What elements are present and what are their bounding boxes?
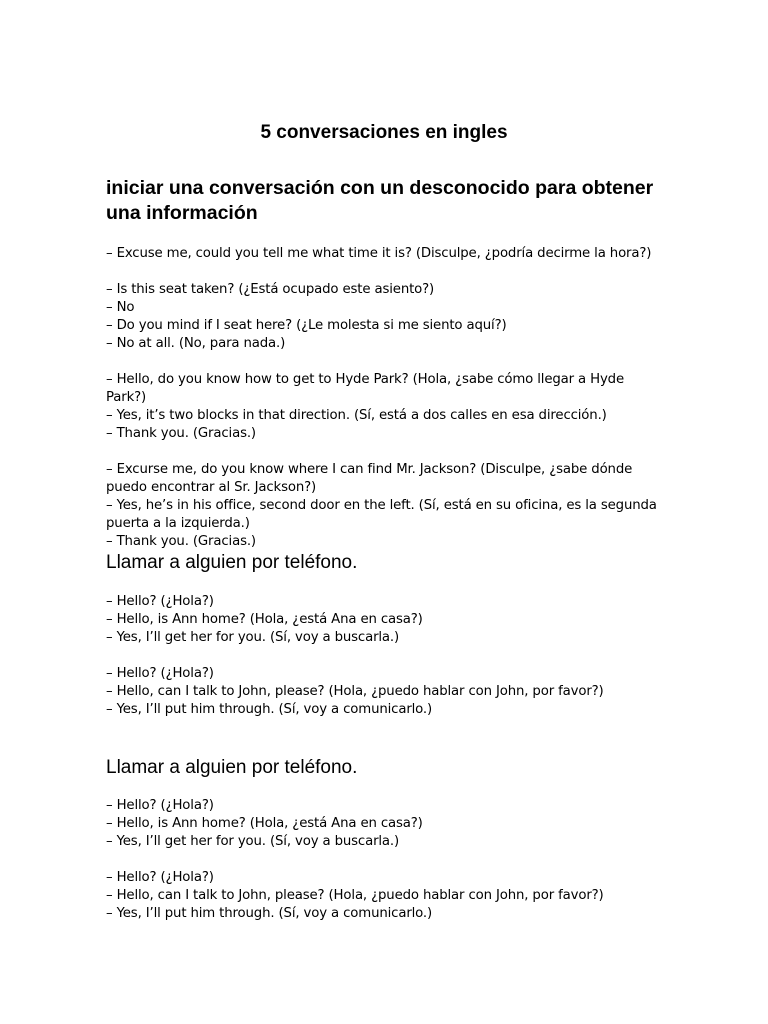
dialogue-talk-john-repeat <box>106 869 676 923</box>
dialogue-line: – Yes, I’ll put him through. (Sí, voy a comunicarlo.) <box>106 906 433 921</box>
dialogue-line: – Yes, I’ll get her for you. (Sí, voy a buscarla.) <box>106 630 400 645</box>
dialogue-line: – Hello? (¿Hola?) <box>106 870 214 885</box>
dialogue-line: – Hello, do you know how to get to Hyde Park? (Hola, ¿sabe cómo llegar a Hyde <box>106 372 624 387</box>
dialogue-line: – Thank you. (Gracias.) <box>106 426 256 441</box>
dialogue-line: puerta a la izquierda.) <box>106 516 250 531</box>
dialogue-line: – Yes, he’s in his office, second door en the left. (Sí, está en su oficina, es la segunda <box>106 498 657 513</box>
dialogue-line: – Hello, is Ann home? (Hola, ¿está Ana en casa?) <box>106 816 423 831</box>
dialogue-line: – Do you mind if I seat here? (¿Le molesta si me siento aquí?) <box>106 318 507 333</box>
dialogue-seat <box>106 281 676 353</box>
dialogue-line: – Hello? (¿Hola?) <box>106 798 214 813</box>
dialogue-line: – Yes, it’s two blocks in that direction. (Sí, está a dos calles en esa dirección.) <box>106 408 607 423</box>
dialogue-ann-home-repeat <box>106 797 676 851</box>
dialogue-line: – Hello, is Ann home? (Hola, ¿está Ana en casa?) <box>106 612 423 627</box>
dialogue-mr-jackson <box>106 461 676 551</box>
section-heading-phone: Llamar a alguien por teléfono. <box>106 552 358 573</box>
section-heading-phone-repeat: Llamar a alguien por teléfono. <box>106 757 358 778</box>
dialogue-line: – Hello? (¿Hola?) <box>106 666 214 681</box>
dialogue-ann-home <box>106 593 676 647</box>
dialogue-line: – Hello? (¿Hola?) <box>106 594 214 609</box>
dialogue-line: – Excurse me, do you know where I can find Mr. Jackson? (Disculpe, ¿sabe dónde <box>106 462 633 477</box>
section-heading-stranger: iniciar una conversación con un desconocido para obtener una información <box>106 177 654 224</box>
dialogue-line: Park?) <box>106 390 147 405</box>
dialogue-hyde-park <box>106 371 676 443</box>
dialogue-line: – No <box>106 300 135 315</box>
dialogue-line: – Yes, I’ll put him through. (Sí, voy a comunicarlo.) <box>106 702 433 717</box>
dialogue-line: puedo encontrar al Sr. Jackson?) <box>106 480 317 495</box>
dialogue-line: – Thank you. (Gracias.) <box>106 534 256 549</box>
dialogue-line: – No at all. (No, para nada.) <box>106 336 286 351</box>
dialogue-line: – Excuse me, could you tell me what time it is? (Disculpe, ¿podría decirme la hora?) <box>106 246 652 261</box>
document-title: 5 conversaciones en ingles <box>260 122 508 143</box>
dialogue-talk-john <box>106 665 676 719</box>
dialogue-line: – Yes, I’ll get her for you. (Sí, voy a buscarla.) <box>106 834 400 849</box>
dialogue-line: – Hello, can I talk to John, please? (Hola, ¿puedo hablar con John, por favor?) <box>106 888 604 903</box>
dialogue-line: – Hello, can I talk to John, please? (Hola, ¿puedo hablar con John, por favor?) <box>106 684 604 699</box>
dialogue-time <box>106 245 676 263</box>
dialogue-line: – Is this seat taken? (¿Está ocupado este asiento?) <box>106 282 435 297</box>
